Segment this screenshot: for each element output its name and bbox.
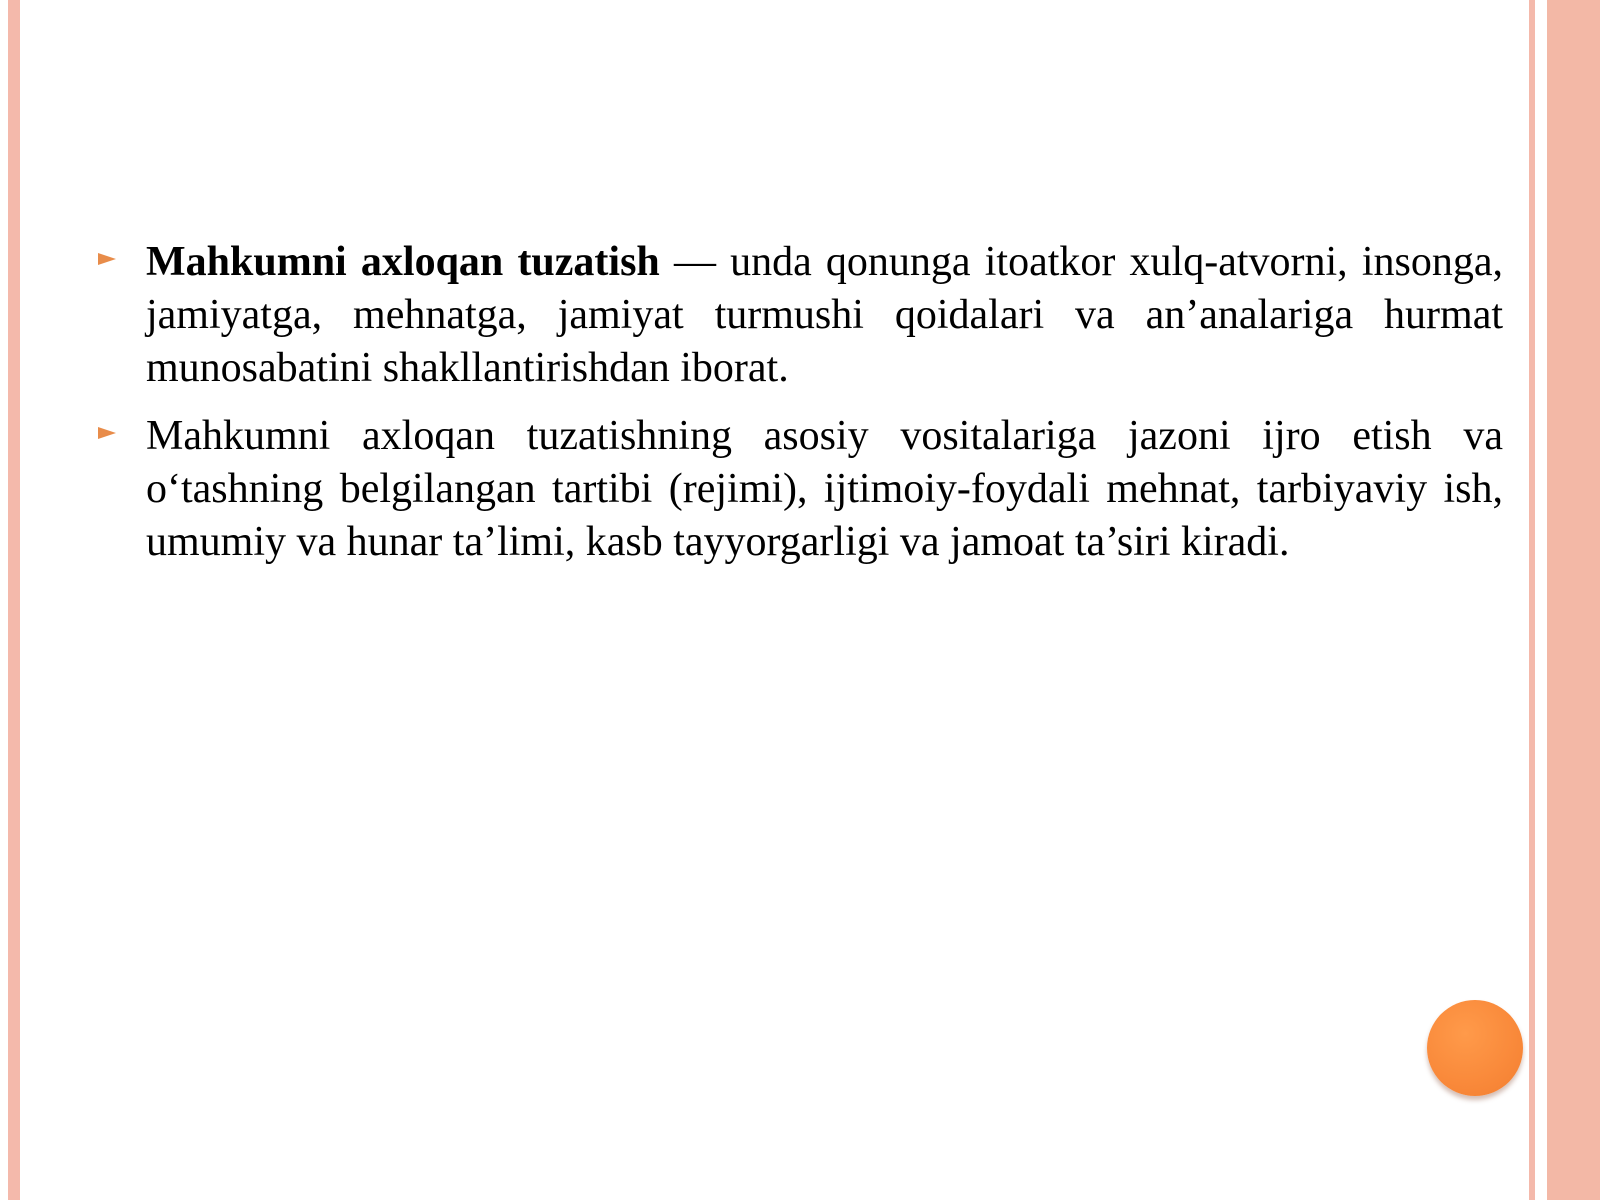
slide-body xyxy=(98,236,1503,584)
bullet-1-term: Mahkumni axloqan tuzatish xyxy=(146,239,660,285)
bullet-2-text: Mahkumni axloqan tuzatishning asosiy vositalariga jazoni ijro etish va o‘tashning belgilangan tartibi (rejimi), ijtimoiy-foydali mehnat, tarbiyaviy ish, umumiy va hunar ta’limi, kasb tayyorgarligi va jamoat ta’siri kiradi. xyxy=(146,413,1503,565)
right-decorative-wide-stripe xyxy=(1547,0,1600,1200)
bullet-item-1 xyxy=(98,236,1503,395)
right-decorative-thin-stripe xyxy=(1529,0,1535,1200)
orange-circle-decoration xyxy=(1427,1000,1523,1096)
arrowhead-bullet-icon xyxy=(98,253,116,265)
bullet-item-2 xyxy=(98,410,1503,569)
left-decorative-stripe xyxy=(8,0,20,1200)
arrowhead-bullet-icon xyxy=(98,427,116,439)
bullet-1-text: — unda qonunga itoatkor xulq-atvorni, insonga, jamiyatga, mehnatga, jamiyat turmushi qoidalari va an’analariga hurmat munosabatini shakllantirishdan iborat. xyxy=(146,239,1503,391)
